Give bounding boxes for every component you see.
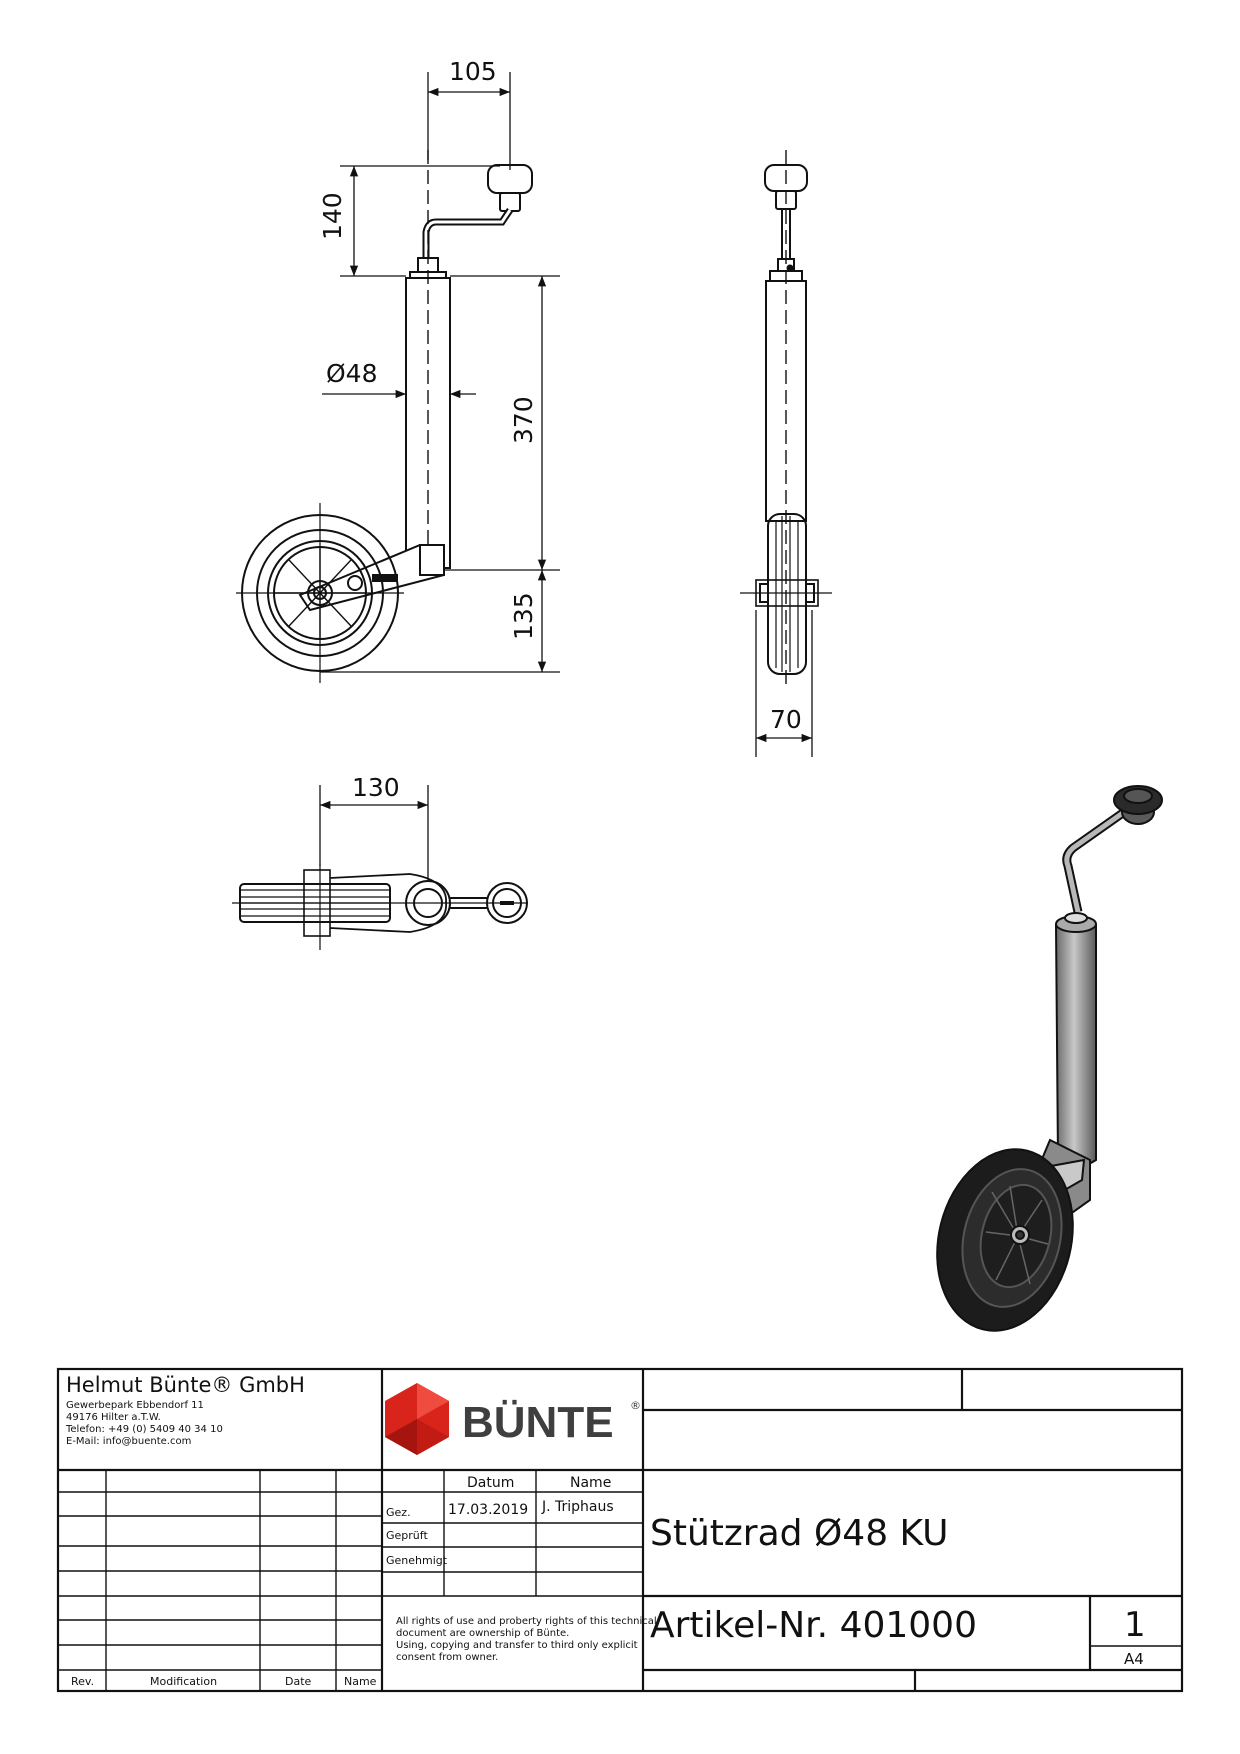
dim-diameter-48: Ø48 bbox=[326, 359, 378, 388]
dim-130: 130 bbox=[352, 773, 400, 802]
datum-header: Datum bbox=[467, 1475, 515, 1491]
name-label: Name bbox=[344, 1675, 377, 1688]
name-header: Name bbox=[570, 1475, 612, 1491]
date-label: Date bbox=[285, 1675, 312, 1688]
legal-line-1: All rights of use and proberty rights of this technical bbox=[396, 1616, 657, 1627]
front-view bbox=[236, 150, 532, 683]
drawn-date: 17.03.2019 bbox=[448, 1502, 529, 1518]
side-dimensions bbox=[756, 610, 812, 757]
modification-label: Modification bbox=[150, 1675, 218, 1688]
sheet-format: A4 bbox=[1124, 1650, 1144, 1668]
isometric-view bbox=[919, 786, 1162, 1345]
dim-370: 370 bbox=[509, 396, 538, 444]
side-view bbox=[740, 150, 832, 690]
company-email: E-Mail: info@buente.com bbox=[66, 1436, 192, 1447]
dim-105: 105 bbox=[449, 57, 497, 86]
company-address-1: Gewerbepark Ebbendorf 11 bbox=[66, 1400, 204, 1411]
legal-line-4: consent from owner. bbox=[396, 1652, 499, 1663]
part-title: Stützrad Ø48 KU bbox=[650, 1513, 949, 1554]
rev-label: Rev. bbox=[71, 1675, 95, 1688]
company-name: Helmut Bünte® GmbH bbox=[66, 1373, 305, 1397]
drawn-label: Gez. bbox=[386, 1506, 411, 1519]
drawn-name: J. Triphaus bbox=[542, 1499, 614, 1515]
company-address-2: 49176 Hilter a.T.W. bbox=[66, 1412, 161, 1423]
dim-140: 140 bbox=[318, 192, 347, 240]
approved-label: Genehmigt bbox=[386, 1554, 448, 1567]
article-number: Artikel-Nr. 401000 bbox=[650, 1605, 977, 1646]
revision-grid bbox=[58, 1470, 382, 1691]
dim-70: 70 bbox=[770, 705, 802, 734]
bunte-logo bbox=[385, 1383, 641, 1455]
checked-label: Geprüft bbox=[386, 1529, 428, 1542]
crank-arm bbox=[426, 210, 510, 258]
logo-registered: ® bbox=[630, 1399, 641, 1412]
logo-text: BÜNTE bbox=[462, 1398, 614, 1447]
side-wheel bbox=[768, 514, 806, 674]
dim-135: 135 bbox=[509, 592, 538, 640]
top-view bbox=[232, 864, 528, 950]
company-phone: Telefon: +49 (0) 5409 40 34 10 bbox=[66, 1424, 223, 1435]
legal-line-3: Using, copying and transfer to third only explicit bbox=[396, 1640, 638, 1651]
iso-tube bbox=[1056, 925, 1096, 1166]
sheet-number: 1 bbox=[1124, 1605, 1146, 1645]
legal-line-2: document are ownership of Bünte. bbox=[396, 1628, 570, 1639]
